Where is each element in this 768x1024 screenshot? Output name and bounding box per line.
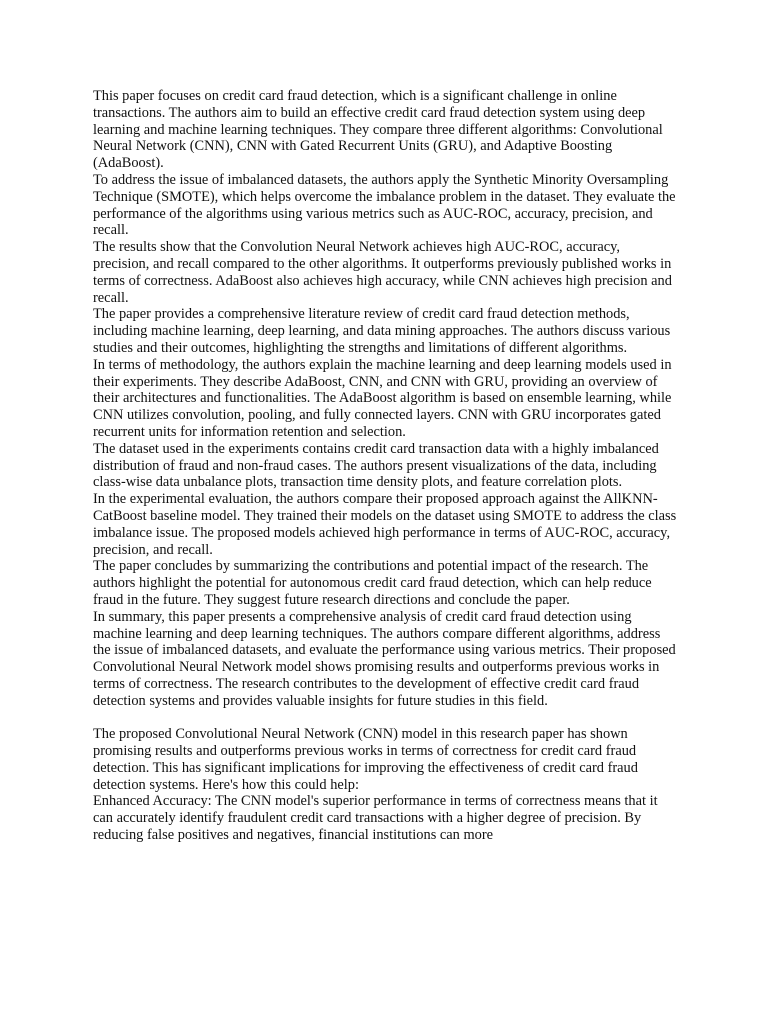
paragraph-smote: To address the issue of imbalanced datasets, the authors apply the Synthetic Minority Oversampling Technique (SMOTE), which helps overcome the imbalance problem in the dataset. They evaluate the performance of the algorithms using various metrics such as AUC-ROC, accuracy, precision, and recall. [93, 171, 676, 239]
paragraph-results: The results show that the Convolution Neural Network achieves high AUC-ROC, accuracy, precision, and recall compared to the other algorithms. It outperforms previously published works in terms of correctness. AdaBoost also achieves high accuracy, while CNN achieves high precision and recall. [93, 239, 672, 306]
paragraph-dataset: The dataset used in the experiments contains credit card transaction data with a highly imbalanced distribution of fraud and non-fraud cases. The authors present visualizations of the data, including class-wise data unbalance plots, transaction time density plots, and feature correlation plots. [93, 440, 659, 491]
paragraph-methodology: In terms of methodology, the authors explain the machine learning and deep learning models used in their experiments. They describe AdaBoost, CNN, and CNN with GRU, providing an overview of their architectures and functionalities. The AdaBoost algorithm is based on ensemble learning, while CNN utilizes convolution, pooling, and fully connected layers. CNN with GRU incorporates gated recurrent units for information retention and selection. [93, 356, 672, 440]
paragraph-spacer [93, 709, 678, 726]
paragraph-evaluation: In the experimental evaluation, the authors compare their proposed approach against the AllKNN-CatBoost baseline model. They trained their models on the dataset using SMOTE to address the class imbalance issue. The proposed models achieved high performance in terms of AUC-ROC, accuracy, precision, and recall. [93, 491, 677, 558]
paragraph-summary: In summary, this paper presents a comprehensive analysis of credit card fraud detection using machine learning and deep learning techniques. The authors compare different algorithms, address the issue of imbalanced datasets, and evaluate the performance using various metrics. Their proposed Convolutional Neural Network model shows promising results and outperforms previous works in terms of correctness. The research contributes to the development of effective credit card fraud detection systems and provides valuable insights for future studies in this field. [93, 608, 676, 709]
paragraph-cnn-implications: The proposed Convolutional Neural Network (CNN) model in this research paper has shown promising results and outperforms previous works in terms of correctness for credit card fraud detection. This has significant implications for improving the effectiveness of credit card fraud detection systems. Here's how this could help: [93, 726, 638, 793]
paragraph-conclusion: The paper concludes by summarizing the contributions and potential impact of the research. The authors highlight the potential for autonomous credit card fraud detection, which can help reduce fraud in the future. They suggest future research directions and conclude the paper. [93, 558, 652, 608]
document-page [93, 88, 678, 844]
paragraph-enhanced-accuracy: Enhanced Accuracy: The CNN model's superior performance in terms of correctness means that it can accurately identify fraudulent credit card transactions with a higher degree of precision. By reducing false positives and negatives, financial institutions can more [93, 793, 658, 844]
paragraph-overview: This paper focuses on credit card fraud detection, which is a significant challenge in online transactions. The authors aim to build an effective credit card fraud detection system using deep learning and machine learning techniques. They compare three different algorithms: Convolutional Neural Network (CNN), CNN with Gated Recurrent Units (GRU), and Adaptive Boosting (AdaBoost). [93, 88, 663, 172]
paragraph-literature-review: The paper provides a comprehensive literature review of credit card fraud detection methods, including machine learning, deep learning, and data mining approaches. The authors discuss various studies and their outcomes, highlighting the strengths and limitations of different algorithms. [93, 306, 671, 356]
